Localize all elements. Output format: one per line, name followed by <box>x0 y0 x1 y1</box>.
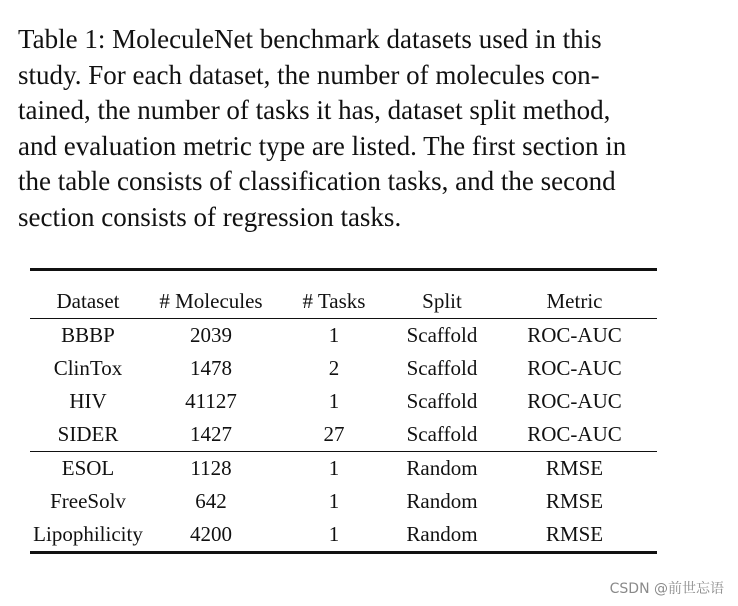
caption-line: section consists of regression tasks. <box>18 201 402 232</box>
cell-metric: ROC-AUC <box>527 356 622 380</box>
cell-metric: RMSE <box>492 452 657 486</box>
regression-section <box>30 452 657 553</box>
table-row <box>30 518 657 553</box>
table-row <box>30 452 657 486</box>
caption-line: and evaluation metric type are listed. The first section in <box>18 130 627 161</box>
table-header-row <box>30 270 657 319</box>
cell-split: Scaffold <box>406 389 478 413</box>
cell-dataset: BBBP <box>61 323 115 347</box>
cell-tasks: 2 <box>328 356 340 380</box>
cell-tasks: 27 <box>323 422 345 446</box>
table-row <box>30 385 657 418</box>
cell-tasks: 1 <box>276 452 392 486</box>
cell-split: Random <box>406 489 478 513</box>
cell-metric: ROC-AUC <box>527 323 622 347</box>
header-metric: Metric <box>546 289 603 313</box>
cell-molecules: 1478 <box>190 356 232 380</box>
cell-tasks: 1 <box>328 489 340 513</box>
cell-metric: RMSE <box>545 489 604 513</box>
classification-section <box>30 319 657 452</box>
table-row <box>30 418 657 452</box>
cell-molecules: 642 <box>195 489 227 513</box>
cell-molecules: 1128 <box>146 452 276 486</box>
cell-metric: ROC-AUC <box>527 389 622 413</box>
header-split: Split <box>422 289 462 313</box>
cell-split: Random <box>406 522 478 546</box>
header-tasks: # Tasks <box>302 289 366 313</box>
watermark: CSDN @前世忘语 <box>609 581 724 597</box>
cell-metric: ROC-AUC <box>527 422 622 446</box>
cell-tasks: 1 <box>328 522 340 546</box>
cell-split: Scaffold <box>406 422 478 446</box>
cell-split: Scaffold <box>406 356 478 380</box>
dataset-table-container <box>30 268 657 554</box>
cell-dataset: FreeSolv <box>50 489 126 513</box>
cell-dataset: ESOL <box>30 452 146 486</box>
cell-split: Scaffold <box>406 323 478 347</box>
cell-molecules: 2039 <box>190 323 232 347</box>
caption-line: Table 1: MoleculeNet benchmark datasets used in this <box>18 24 602 54</box>
caption-line: the table consists of classification tasks, and the second <box>18 166 616 196</box>
caption-line: study. For each dataset, the number of molecules con- <box>18 59 600 90</box>
cell-split: Random <box>392 452 492 486</box>
cell-dataset: HIV <box>69 389 107 413</box>
cell-dataset: Lipophilicity <box>33 522 143 546</box>
header-dataset: Dataset <box>56 289 120 313</box>
cell-molecules: 41127 <box>185 389 237 413</box>
dataset-table <box>30 268 657 554</box>
caption-line: tained, the number of tasks it has, dataset split method, <box>18 95 611 125</box>
cell-dataset: ClinTox <box>53 356 123 380</box>
table-row <box>30 352 657 385</box>
cell-metric: RMSE <box>545 522 604 546</box>
cell-tasks: 1 <box>328 389 340 413</box>
cell-tasks: 1 <box>328 323 340 347</box>
table-caption <box>18 22 678 235</box>
cell-dataset: SIDER <box>57 422 119 446</box>
cell-molecules: 4200 <box>190 522 232 546</box>
cell-molecules: 1427 <box>190 422 232 446</box>
header-molecules: # Molecules <box>159 289 263 313</box>
table-row <box>30 319 657 353</box>
table-row <box>30 485 657 518</box>
